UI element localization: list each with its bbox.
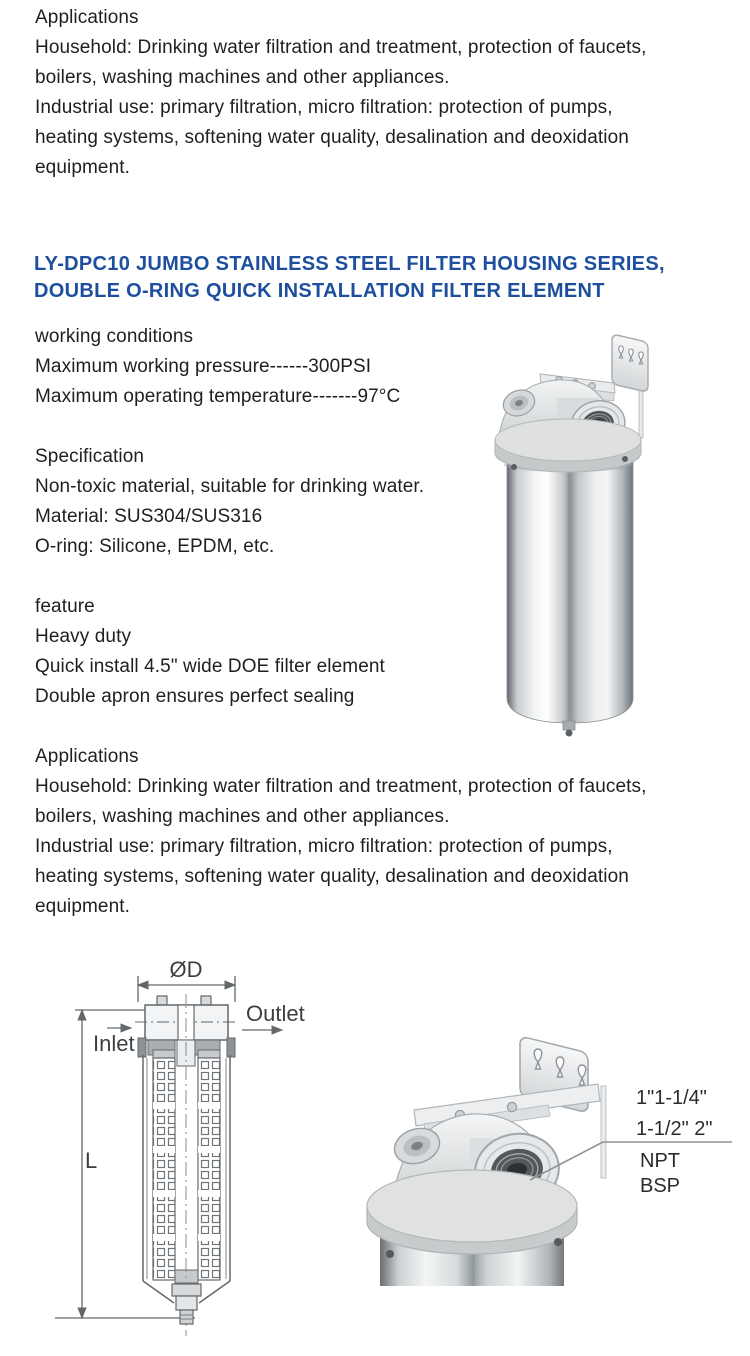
drain-plug bbox=[563, 721, 575, 737]
closeup-weld-boss-left bbox=[386, 1250, 394, 1258]
thread-type-label-1: NPT bbox=[640, 1150, 680, 1172]
technical-drawing bbox=[35, 950, 335, 1350]
applications-top-line-5: equipment. bbox=[35, 157, 131, 178]
product-title-line-2: DOUBLE O-RING QUICK INSTALLATION FILTER ELEMENT bbox=[34, 280, 605, 302]
working-conditions-line-1: Maximum working pressure------300PSI bbox=[35, 356, 372, 377]
port-size-label-2: 1-1/2" 2" bbox=[636, 1118, 713, 1140]
thread-type-label-2: BSP bbox=[640, 1175, 681, 1197]
specification-line-2: Material: SUS304/SUS316 bbox=[35, 506, 263, 527]
closeup-weld-boss-right bbox=[554, 1238, 562, 1246]
specification-line-1: Non-toxic material, suitable for drinking water. bbox=[35, 476, 425, 497]
product-photo bbox=[462, 326, 745, 738]
outlet-label: Outlet bbox=[246, 1001, 305, 1026]
applications-top-line-1: Household: Drinking water filtration and treatment, protection of faucets, bbox=[35, 37, 647, 58]
product-title bbox=[34, 251, 734, 305]
applications-top-line-3: Industrial use: primary filtration, micro filtration: protection of pumps, bbox=[35, 97, 613, 118]
applications-bottom-line-3: Industrial use: primary filtration, micro filtration: protection of pumps, bbox=[35, 836, 613, 857]
length-label: L bbox=[85, 1148, 98, 1173]
working-conditions-line-2: Maximum operating temperature-------97°C bbox=[35, 386, 401, 407]
diameter-label: ØD bbox=[169, 957, 203, 982]
specification-title: Specification bbox=[35, 446, 145, 467]
applications-top-line-4: heating systems, softening water quality, desalination and deoxidation bbox=[35, 127, 629, 148]
port-size-label-1: 1"1-1/4" bbox=[636, 1087, 707, 1109]
feature-title: feature bbox=[35, 596, 95, 617]
feature-line-3: Double apron ensures perfect sealing bbox=[35, 686, 355, 707]
feature-line-2: Quick install 4.5" wide DOE filter element bbox=[35, 656, 385, 677]
feature-line-1: Heavy duty bbox=[35, 626, 132, 647]
specification-line-3: O-ring: Silicone, EPDM, etc. bbox=[35, 536, 275, 557]
applications-bottom-line-1: Household: Drinking water filtration and treatment, protection of faucets, bbox=[35, 776, 647, 797]
inlet-label: Inlet bbox=[93, 1031, 135, 1056]
applications-bottom-section bbox=[35, 742, 725, 922]
applications-bottom-line-2: boilers, washing machines and other appliances. bbox=[35, 806, 450, 827]
applications-bottom-line-5: equipment. bbox=[35, 896, 131, 917]
closeup-flange bbox=[367, 1170, 577, 1258]
port-size-leader-line bbox=[530, 1142, 732, 1180]
bracket-strut bbox=[639, 390, 643, 438]
applications-top-line-2: boilers, washing machines and other appliances. bbox=[35, 67, 450, 88]
weld-boss-right bbox=[622, 456, 628, 462]
head-flange bbox=[495, 419, 641, 472]
applications-top-title: Applications bbox=[35, 7, 139, 28]
applications-bottom-title: Applications bbox=[35, 746, 139, 767]
closeup-bracket-strut bbox=[601, 1086, 606, 1178]
housing-body bbox=[504, 458, 633, 723]
weld-boss-left bbox=[511, 464, 517, 470]
working-conditions-title: working conditions bbox=[35, 326, 194, 347]
applications-bottom-line-4: heating systems, softening water quality, desalination and deoxidation bbox=[35, 866, 629, 887]
product-title-line-1: LY-DPC10 JUMBO STAINLESS STEEL FILTER HOUSING SERIES, bbox=[34, 253, 665, 275]
product-photo-closeup bbox=[362, 988, 750, 1318]
applications-top-section bbox=[35, 3, 725, 183]
